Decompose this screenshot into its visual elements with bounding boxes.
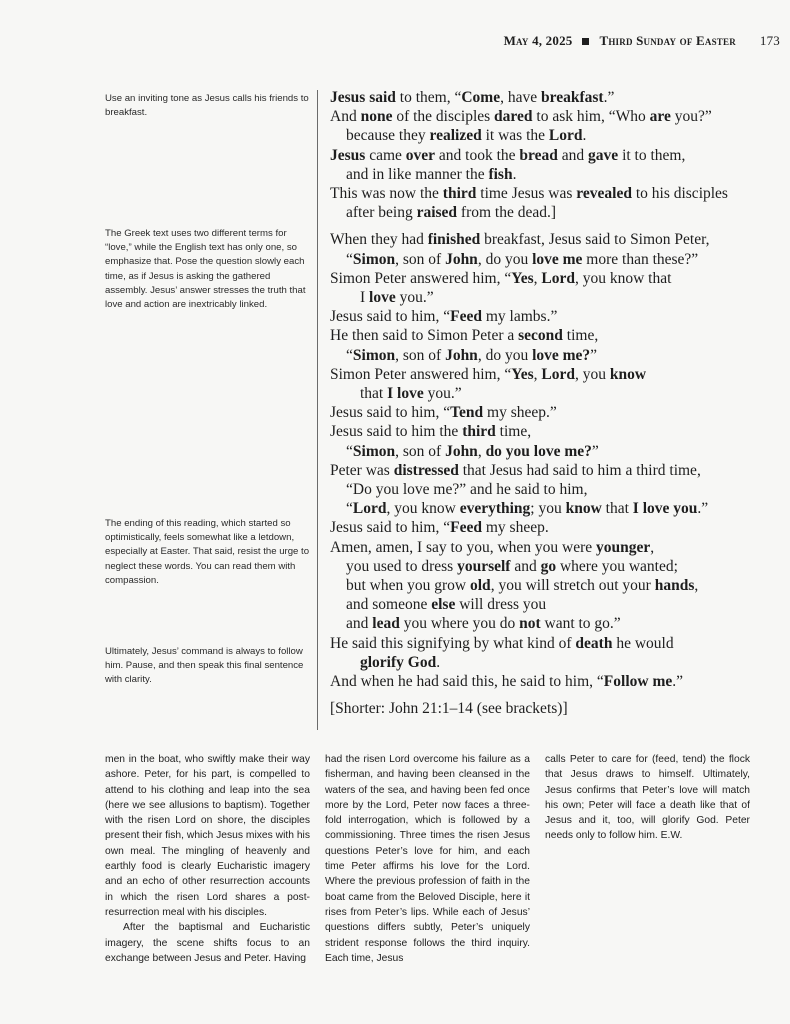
reading-line <box>330 384 780 403</box>
emphasized-word: finished <box>427 231 481 249</box>
reading-text: , son of <box>395 250 446 268</box>
reading-text: Amen, amen, I say to you, when you were <box>330 538 597 556</box>
reading-text: “ <box>346 500 353 518</box>
reading-line <box>330 422 780 441</box>
emphasized-word: over <box>405 146 436 164</box>
header-title: Third Sunday of Easter <box>599 33 736 48</box>
commentary-paragraph: men in the boat, who swiftly make their way ashore. Peter, for his part, is compelled to attend to his clothing and leap into the sea (here we see allusions to baptism). Together with the risen Lord on shore, the disciples present their fish, which Jesus mixes with his own meal. The mingling of heavenly and earthly food is clearly Eucharistic imagery and an echo of other resurrection accounts in which the risen Lord shares a post-resurrection meal with his disciples. <box>105 754 310 918</box>
reading-line <box>330 538 780 557</box>
stanza-gap <box>330 222 780 230</box>
reading-text: and <box>557 146 589 164</box>
emphasized-word: none <box>360 108 393 126</box>
emphasized-word: love me <box>532 250 583 268</box>
reading-text: time, <box>495 423 532 441</box>
scripture-reading <box>330 88 780 719</box>
commentary-column-3 <box>545 752 750 844</box>
reading-line <box>330 442 780 461</box>
reading-text: and someone <box>346 596 432 614</box>
reading-text: will dress you <box>455 596 547 614</box>
emphasized-word: Yes <box>511 365 534 383</box>
reading-line <box>330 672 780 691</box>
reading-text: of the disciples <box>392 108 495 126</box>
reading-text: ; you <box>530 500 566 518</box>
reading-text: you.” <box>395 289 434 307</box>
commentary-paragraph: calls Peter to care for (feed, tend) the flock that Jesus draws to himself. Ultimately, Jesus confirms that Peter’s love will match his own; Peter will face a death like that of Jesus and it, too, will glorify God. Peter needs only to follow him. E.W. <box>545 754 750 842</box>
emphasized-word: Lord <box>548 127 583 145</box>
reading-line <box>330 480 780 499</box>
reading-text: to them, “ <box>395 89 462 106</box>
reading-text: that <box>360 385 388 403</box>
reading-line <box>330 88 780 107</box>
emphasized-word: old <box>470 577 491 595</box>
reading-line <box>330 699 780 718</box>
reading-text: where you wanted; <box>556 557 678 575</box>
emphasized-word: love me? <box>532 346 591 364</box>
reading-text: , you know <box>386 500 460 518</box>
emphasized-word: Follow me <box>603 673 673 691</box>
reading-line <box>330 146 780 165</box>
reading-line <box>330 107 780 126</box>
reading-text: more than these?” <box>582 250 699 268</box>
emphasized-word: Simon <box>352 250 396 268</box>
reading-text: . <box>436 653 441 671</box>
reading-text: When they had <box>330 231 428 249</box>
reading-text: want to go.” <box>540 615 621 633</box>
reading-text: from the dead.] <box>457 204 557 222</box>
reading-text: And <box>330 108 361 126</box>
emphasized-word: breakfast <box>540 89 604 106</box>
emphasized-word: know <box>609 365 647 383</box>
reading-text: , do you <box>477 346 533 364</box>
reading-text: He then said to Simon Peter a <box>330 327 519 345</box>
reading-text: Simon Peter answered him, “ <box>330 365 512 383</box>
commentary-column-1 <box>105 752 310 966</box>
emphasized-word: John <box>445 442 478 460</box>
emphasized-word: love <box>369 289 396 307</box>
emphasized-word: are <box>649 108 671 126</box>
margin-note-4: Ultimately, Jesus’ command is always to follow him. Pause, and then speak this final sentence with clarity. <box>105 646 304 686</box>
emphasized-word: second <box>518 327 563 345</box>
stanza-gap <box>330 691 780 699</box>
emphasized-word: realized <box>429 127 482 145</box>
reading-text: because they <box>346 127 430 145</box>
reading-text: that Jesus had said to him a third time, <box>458 461 701 479</box>
emphasized-word: do you love me? <box>485 442 592 460</box>
reading-line <box>330 403 780 422</box>
reading-line <box>330 126 780 145</box>
reading-line <box>330 250 780 269</box>
reading-text: Jesus said to him, “ <box>330 308 451 326</box>
commentary-paragraph: After the baptismal and Eucharistic imagery, the scene shifts focus to an exchange between Jesus and Peter. Having <box>105 922 310 964</box>
reading-text: Jesus said to him, “ <box>330 519 451 537</box>
emphasized-word: else <box>431 596 456 614</box>
emphasized-word: dared <box>494 108 533 126</box>
reading-line <box>330 461 780 480</box>
emphasized-word: Lord <box>541 365 575 383</box>
emphasized-word: go <box>540 557 557 575</box>
reading-text: my sheep.” <box>483 404 557 422</box>
reading-text: This was now the <box>330 185 443 203</box>
emphasized-word: revealed <box>576 185 632 203</box>
reading-text: , son of <box>395 346 446 364</box>
emphasized-word: I love you <box>632 500 698 518</box>
emphasized-word: I love <box>387 385 424 403</box>
reading-line <box>330 614 780 633</box>
reading-line <box>330 499 780 518</box>
reading-text: . <box>512 165 517 183</box>
reading-line <box>330 634 780 653</box>
reading-text: Peter was <box>330 461 394 479</box>
emphasized-word: Feed <box>450 308 482 326</box>
emphasized-word: Tend <box>450 404 484 422</box>
reading-text: and <box>346 615 373 633</box>
emphasized-word: Feed <box>450 519 482 537</box>
reading-line <box>330 230 780 249</box>
reading-line <box>330 595 780 614</box>
reading-line <box>330 269 780 288</box>
reading-text: , you <box>574 365 610 383</box>
margin-rule <box>317 90 318 730</box>
reading-line <box>330 365 780 384</box>
emphasized-word: third <box>442 185 477 203</box>
emphasized-word: Lord <box>352 500 387 518</box>
reading-text: Jesus said to him, “ <box>330 404 451 422</box>
reading-text: .” <box>603 89 615 106</box>
reading-text: and <box>510 557 541 575</box>
reading-text: .” <box>672 673 684 691</box>
reading-text: he would <box>612 634 674 652</box>
reading-line <box>330 184 780 203</box>
header-separator <box>582 38 589 45</box>
reading-text: , you know that <box>574 269 672 287</box>
emphasized-word: yourself <box>457 557 511 575</box>
reading-text: it was the <box>481 127 549 145</box>
reading-text: time, <box>562 327 599 345</box>
commentary-paragraph: had the risen Lord overcome his failure as a fisherman, and having been cleansed in the waters of the sea, and having been fed once more by the Lord, Peter now faces a three-fold interrogation, which is followed by a commissioning. Three times the risen Jesus questions Peter’s love for him, and each time Peter affirms his love for the Lord. Where the previous profession of faith in the boat came from the Beloved Disciple, here it rises from Peter’s lips. While each of Jesus’ questions differs subtly, Peter’s uniquely strident response follows the third inquiry. Each time, Jesus <box>325 754 530 964</box>
reading-text: “Do you love me?” and he said to him, <box>346 481 588 499</box>
reading-text: Simon Peter answered him, “ <box>330 269 512 287</box>
emphasized-word: Jesus <box>330 146 366 164</box>
reading-text: “ <box>346 442 353 460</box>
reading-text: but when you grow <box>346 577 470 595</box>
reading-text: time Jesus was <box>476 185 577 203</box>
emphasized-word: younger <box>596 538 651 556</box>
reading-text: And when he had said this, he said to him, “ <box>330 673 604 691</box>
reading-text: came <box>365 146 406 164</box>
reading-line <box>330 518 780 537</box>
emphasized-word: lead <box>372 615 400 633</box>
emphasized-word: John <box>445 250 478 268</box>
reading-text: “ <box>346 250 353 268</box>
reading-line <box>330 346 780 365</box>
page-number: 173 <box>759 33 780 48</box>
reading-text: I <box>360 289 370 307</box>
reading-text: and took the <box>435 146 520 164</box>
emphasized-word: Simon <box>352 442 396 460</box>
emphasized-word: gave <box>588 146 619 164</box>
emphasized-word: distressed <box>393 461 459 479</box>
reading-text: breakfast, Jesus said to Simon Peter, <box>480 231 710 249</box>
emphasized-word: Yes <box>511 269 534 287</box>
margin-note-2: The Greek text uses two different terms for “love,” while the English text has only one, so emphasize that. Pose the question slowly each time, as if Jesus is asking the gathered assembly. Jesus’ answer stresses the truth that love and action are inextricably linked. <box>105 228 306 311</box>
emphasized-word: hands <box>654 577 695 595</box>
reading-text: , have <box>500 89 541 106</box>
reading-text: , do you <box>477 250 533 268</box>
emphasized-word: not <box>519 615 541 633</box>
reading-text: to his disciples <box>631 185 728 203</box>
margin-note-3: The ending of this reading, which started so optimistically, feels somewhat like a letdown, especially at Easter. That said, resist the urge to neglect these words. You can read them with compassion. <box>105 518 310 586</box>
reading-line <box>330 326 780 345</box>
reading-text: you where you do <box>399 615 520 633</box>
reading-text: my sheep. <box>481 519 549 537</box>
reading-text: Jesus said to him the <box>330 423 463 441</box>
reading-text: , <box>650 538 655 556</box>
reading-line <box>330 557 780 576</box>
emphasized-word: fish <box>488 165 513 183</box>
reading-line <box>330 288 780 307</box>
emphasized-word: Lord <box>541 269 575 287</box>
reading-line <box>330 653 780 672</box>
emphasized-word: third <box>462 423 496 441</box>
reading-text: , <box>477 442 486 460</box>
reading-text: and in like manner the <box>346 165 489 183</box>
reading-text: , <box>533 365 542 383</box>
reading-line <box>330 307 780 326</box>
margin-note-1: Use an inviting tone as Jesus calls his friends to breakfast. <box>105 93 309 119</box>
reading-text: that <box>601 500 633 518</box>
reading-text: you.” <box>423 385 462 403</box>
emphasized-word: bread <box>519 146 558 164</box>
reading-text: [Shorter: John 21:1–14 (see brackets)] <box>330 700 568 718</box>
reading-text: , son of <box>395 442 446 460</box>
commentary-column-2 <box>325 752 530 966</box>
emphasized-word: everything <box>459 500 531 518</box>
reading-text: , <box>533 269 542 287</box>
reading-text: , <box>694 577 699 595</box>
reading-text: “ <box>346 346 353 364</box>
reading-text: ” <box>591 442 599 460</box>
emphasized-word: raised <box>416 204 458 222</box>
reading-text: . <box>582 127 587 145</box>
reading-text: , you will stretch out your <box>490 577 655 595</box>
reading-text: my lambs.” <box>481 308 558 326</box>
emphasized-word: Come <box>461 89 501 106</box>
emphasized-word: John <box>445 346 478 364</box>
emphasized-word: glorify God <box>360 653 437 671</box>
reading-text: .” <box>697 500 709 518</box>
reading-text: after being <box>346 204 417 222</box>
reading-line <box>330 576 780 595</box>
reading-text: He said this signifying by what kind of <box>330 634 576 652</box>
reading-text: ” <box>590 346 598 364</box>
running-header <box>460 33 780 49</box>
reading-text: it to them, <box>618 146 686 164</box>
reading-text: you?” <box>670 108 712 126</box>
reading-line <box>330 165 780 184</box>
emphasized-word: death <box>575 634 613 652</box>
reading-text: to ask him, “Who <box>532 108 650 126</box>
emphasized-word: Jesus said <box>330 89 396 106</box>
reading-text: you used to dress <box>346 557 458 575</box>
reading-line <box>330 203 780 222</box>
emphasized-word: Simon <box>352 346 396 364</box>
emphasized-word: know <box>565 500 602 518</box>
header-date: May 4, 2025 <box>503 33 573 48</box>
